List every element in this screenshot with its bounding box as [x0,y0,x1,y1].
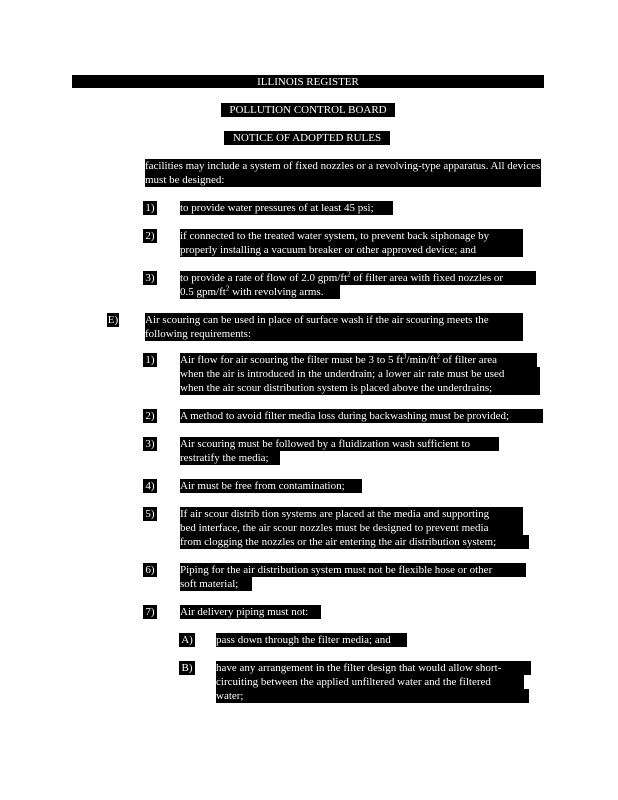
intro-paragraph: facilities may include a system of fixed nozzles or a revolving-type apparatus. All devices must be designed: [145,160,541,186]
list1-label-3: 3) [143,271,157,285]
list2-label-4: 4) [143,479,157,493]
list2-item-1-line1: Air flow for air scouring the filter must be 3 to 5 $ft^3/\min/ft^2$ of filter area [180,353,537,367]
section-e-text: Air scouring can be used in place of surface wash if the air scouring meets the following requirements: [145,313,523,341]
list2-item-7: Air delivery piping must not: [180,605,321,619]
list2-item-2: A method to avoid filter media loss during backwashing must be provided; [180,409,543,423]
list2-item-5-line1: If air scour distrib tion systems are placed at the media and supporting [180,507,523,521]
list1-label-1: 1) [143,201,157,215]
list3-item-a: pass down through the filter media; and [216,633,407,647]
list2-item-1-line2: when the air is introduced in the underdrain; a lower air rate must be used [180,367,540,381]
list2-item-1-line3: when the air scour distribution system is placed above the underdrains; [180,381,540,395]
list3-label-b: B) [179,661,195,675]
list2-item-3-line2: restratify the media; [180,451,280,465]
list1-label-2: 2) [143,229,157,243]
list2-item-3-line1: Air scouring must be followed by a fluidization wash sufficient to [180,437,499,451]
list2-label-1: 1) [143,353,157,367]
list3-item-b-line3: water; [216,689,529,703]
list2-item-5-line3: from clogging the nozzles or the air entering the air distribution system; [180,535,529,549]
list1-item-2: if connected to the treated water system, to prevent back siphonage by properly installing a vacuum breaker or other approved device; and [180,229,523,257]
list3-item-b-line2: circuiting between the applied unfiltered water and the filtered [216,675,524,689]
notice-title: NOTICE OF ADOPTED RULES [224,131,390,145]
list1-item-3-line1: to provide a rate of flow of 2.0 gpm/$ft^2$ of filter area with fixed nozzles or [180,271,536,285]
list2-label-7: 7) [143,605,157,619]
list2-item-4: Air must be free from contamination; [180,479,362,493]
section-e-label: E) [107,314,119,326]
list2-label-6: 6) [143,563,157,577]
list2-label-5: 5) [143,507,157,521]
list1-item-3-line2: 0.5 gpm/$ft^2$ with revolving arms. [180,285,340,299]
list2-item-6-line1: Piping for the air distribution system must not be flexible hose or other [180,563,526,577]
list2-label-2: 2) [143,409,157,423]
list2-item-6-line2: soft material; [180,577,252,591]
register-title: ILLINOIS REGISTER [72,75,544,88]
list3-label-a: A) [179,633,195,647]
list2-label-3: 3) [143,437,157,451]
board-title: POLLUTION CONTROL BOARD [221,103,395,117]
list2-item-5-line2: bed interface, the air scour nozzles must be designed to prevent media [180,521,523,535]
list3-item-b-line1: have any arrangement in the filter design that would allow short- [216,661,531,675]
list1-item-1: to provide water pressures of at least 45 psi; [180,201,393,215]
